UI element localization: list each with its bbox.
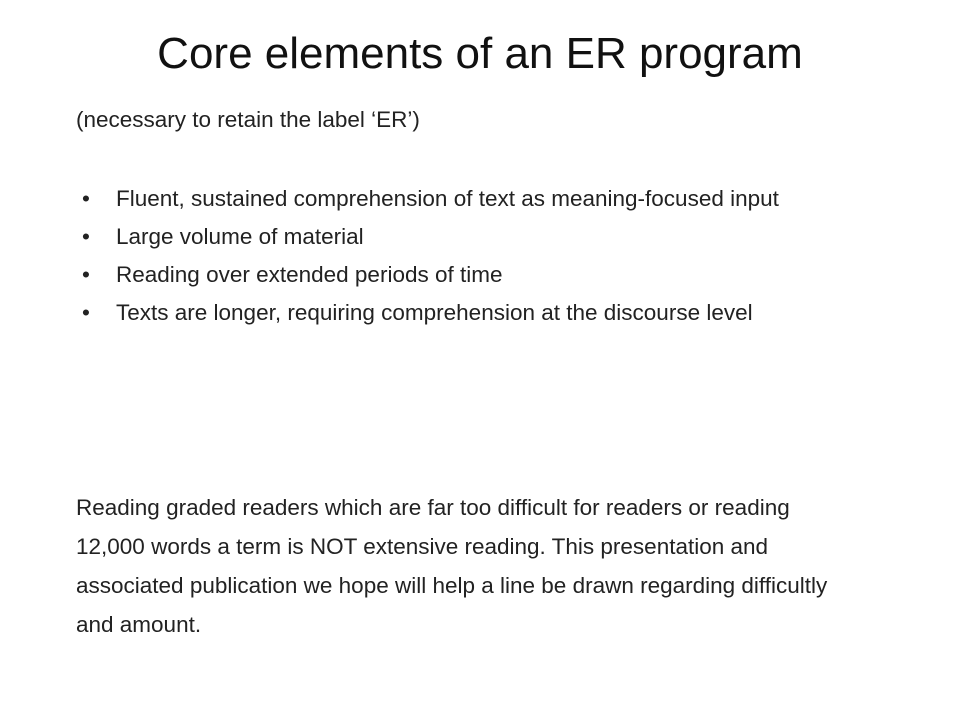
slide-note: Reading graded readers which are far too difficult for readers or reading 12,000 words a term is NOT extensive reading. This presentation and associated publication we hope will help a line be drawn regarding difficultly and amount. xyxy=(76,495,828,637)
bullet-dot-icon: • xyxy=(82,262,90,287)
bullet-list xyxy=(76,180,816,332)
bullet-text: Reading over extended periods of time xyxy=(116,262,503,287)
slide-subtitle: (necessary to retain the label ‘ER’) xyxy=(76,107,420,132)
bullet-item xyxy=(76,294,816,332)
bullet-text: Fluent, sustained comprehension of text as meaning-focused input xyxy=(116,186,779,211)
bullet-dot-icon: • xyxy=(82,300,90,325)
slide-title: Core elements of an ER program xyxy=(157,29,803,78)
bullet-item xyxy=(76,218,816,256)
bullet-dot-icon: • xyxy=(82,224,90,249)
bullet-text: Texts are longer, requiring comprehension at the discourse level xyxy=(116,300,753,325)
bullet-item xyxy=(76,180,816,218)
bullet-dot-icon: • xyxy=(82,186,90,211)
bullet-item xyxy=(76,256,816,294)
bullet-text: Large volume of material xyxy=(116,224,364,249)
